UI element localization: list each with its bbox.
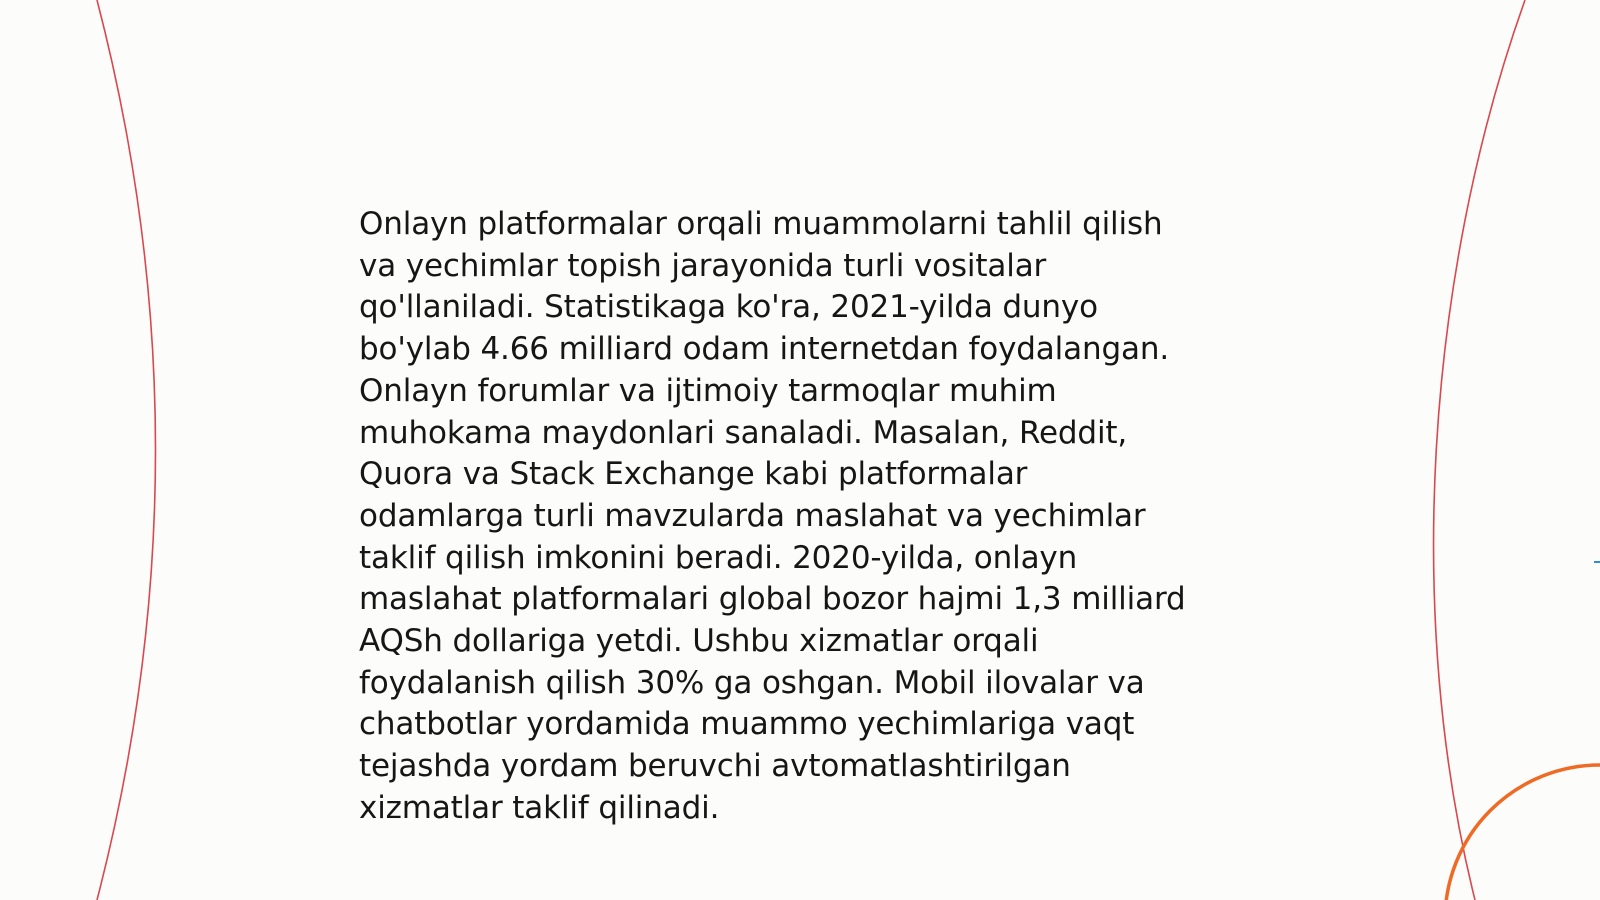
orange-decorative-arc (1445, 765, 1600, 900)
paragraph-line: muhokama maydonlari sanaladi. Masalan, Reddit, (359, 414, 1128, 451)
body-paragraph (359, 204, 1259, 830)
paragraph-line: bo'ylab 4.66 milliard odam internetdan foydalangan. (359, 331, 1170, 368)
paragraph-line: qo'llaniladi. Statistikaga ko'ra, 2021-yilda dunyo (359, 289, 1098, 326)
paragraph-line: odamlarga turli mavzularda maslahat va yechimlar (359, 497, 1146, 534)
paragraph-line: xizmatlar taklif qilinadi. (359, 789, 720, 826)
paragraph-line: chatbotlar yordamida muammo yechimlariga vaqt (359, 706, 1135, 743)
left-decorative-curve (97, 0, 156, 900)
paragraph-line: maslahat platformalari global bozor hajmi 1,3 milliard (359, 581, 1186, 618)
paragraph-line: tejashda yordam beruvchi avtomatlashtirilgan (359, 748, 1071, 785)
paragraph-line: va yechimlar topish jarayonida turli vositalar (359, 247, 1047, 284)
paragraph-line: AQSh dollariga yetdi. Ushbu xizmatlar orqali (359, 623, 1039, 660)
paragraph-line: Onlayn platformalar orqali muammolarni tahlil qilish (359, 206, 1163, 242)
paragraph-line: foydalanish qilish 30% ga oshgan. Mobil ilovalar va (359, 664, 1145, 701)
right-decorative-curve (1434, 0, 1525, 900)
paragraph-line: taklif qilish imkonini beradi. 2020-yilda, onlayn (359, 539, 1078, 576)
paragraph-line: Quora va Stack Exchange kabi platformalar (359, 456, 1028, 493)
paragraph-line: Onlayn forumlar va ijtimoiy tarmoqlar muhim (359, 372, 1057, 409)
